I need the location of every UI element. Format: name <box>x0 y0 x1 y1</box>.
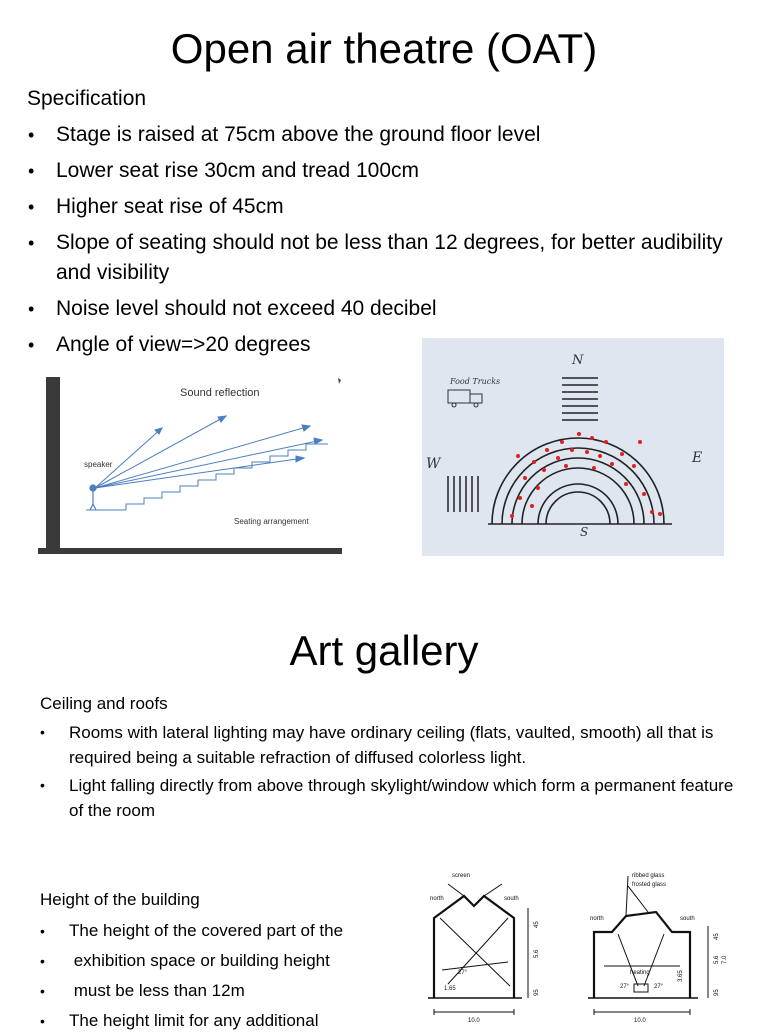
right-h3: 7.0 <box>722 955 728 964</box>
gallery-section-drawings <box>418 866 748 1024</box>
list-item <box>40 720 740 770</box>
right-south-label: south <box>680 916 695 922</box>
oat-bullet-list <box>28 120 748 366</box>
bullet-icon: • <box>40 777 45 793</box>
list-item <box>28 192 748 222</box>
bullet-icon: • <box>28 299 35 319</box>
bullet-icon: • <box>40 923 45 939</box>
right-frosted-label: frosted glass <box>632 882 667 888</box>
list-item <box>28 294 748 324</box>
bullet-text: Light falling directly from above through skylight/window which form a permanent feature of the room <box>69 776 734 820</box>
west-label: W <box>426 456 441 472</box>
bullet-icon: • <box>40 983 45 999</box>
right-heating-label: heating <box>630 970 650 976</box>
right-section-drawing <box>588 876 708 1015</box>
right-ribbed-label: ribbed glass <box>632 873 665 879</box>
left-eye-label: 1.65 <box>444 986 456 992</box>
left-section-drawing <box>428 884 528 1015</box>
bullet-text: Slope of seating should not be less than 12 degrees, for better audibility and visibility <box>56 231 723 284</box>
height-heading: Height of the building <box>40 890 200 909</box>
bullet-icon: • <box>40 953 45 969</box>
bullet-icon: • <box>40 1013 45 1029</box>
ground-line <box>38 548 342 554</box>
bullet-text: Lower seat rise 30cm and tread 100cm <box>56 159 420 182</box>
right-h5: 95 <box>714 989 720 996</box>
list-item <box>40 976 420 1006</box>
ceiling-heading: Ceiling and roofs <box>40 694 168 713</box>
right-angle-left: 27° <box>620 984 630 990</box>
left-angle-label: 27° <box>458 970 468 976</box>
east-label: E <box>692 450 703 466</box>
south-label: S <box>580 525 589 539</box>
left-height-mid: 5.6 <box>534 949 540 958</box>
sound-reflection-title: Sound reflection <box>180 387 260 399</box>
bullet-text: The height limit for any additional <box>69 1011 319 1030</box>
list-item <box>28 156 748 186</box>
bullet-text: Noise level should not exceed 40 decibel <box>56 297 437 320</box>
bullet-text: exhibition space or building height <box>69 951 330 970</box>
right-h4: 3.65 <box>678 970 684 982</box>
right-h1: 45 <box>714 933 720 940</box>
left-north-label: north <box>430 896 444 902</box>
list-item <box>40 773 740 823</box>
list-item <box>28 228 748 288</box>
bullet-icon: • <box>28 125 35 145</box>
list-item <box>40 1006 420 1036</box>
left-screen-label: screen <box>452 873 471 879</box>
right-h2: 5.6 <box>714 955 720 964</box>
seating-label: Seating arrangement <box>234 517 309 526</box>
bullet-text: Angle of view=>20 degrees <box>56 333 311 356</box>
right-angle-right: 27° <box>654 984 664 990</box>
left-height-low: 95 <box>534 989 540 996</box>
left-south-label: south <box>504 896 519 902</box>
speaker-figure-icon <box>90 485 96 510</box>
ceiling-bullet-list <box>40 720 740 826</box>
speaker-label: speaker <box>84 460 113 469</box>
bullet-text: The height of the covered part of the <box>69 921 344 940</box>
bullet-icon: • <box>28 161 35 181</box>
bullet-icon: • <box>40 724 45 740</box>
oat-spec-heading: Specification <box>27 87 147 110</box>
height-bullet-list <box>40 916 420 1036</box>
stage-wall <box>46 377 60 553</box>
bullet-icon: • <box>28 335 35 355</box>
list-item <box>40 946 420 976</box>
sound-reflection-figure <box>38 372 346 558</box>
bullet-text: Rooms with lateral lighting may have ordinary ceiling (flats, vaulted, smooth) all that is required being a suitable refraction of diffused colorless light. <box>69 723 714 767</box>
art-gallery-title: Art gallery <box>289 627 479 674</box>
left-height-top: 45 <box>534 921 540 928</box>
bullet-icon: • <box>28 233 35 253</box>
list-item <box>40 916 420 946</box>
left-width-label: 10.0 <box>468 1018 480 1024</box>
bullet-text: Higher seat rise of 45cm <box>56 195 284 218</box>
north-label: N <box>572 353 584 368</box>
right-width-label: 10.0 <box>634 1018 646 1024</box>
oat-layout-sketch <box>422 338 724 556</box>
list-item <box>28 120 748 150</box>
corner-mark <box>338 378 341 384</box>
food-trucks-label: Food Trucks <box>450 377 501 386</box>
north-stripes <box>562 378 598 420</box>
bullet-text: must be less than 12m <box>69 981 245 1000</box>
bullet-icon: • <box>28 197 35 217</box>
right-north-label: north <box>590 916 604 922</box>
bullet-text: Stage is raised at 75cm above the ground floor level <box>56 123 541 146</box>
oat-title: Open air theatre (OAT) <box>170 25 598 72</box>
